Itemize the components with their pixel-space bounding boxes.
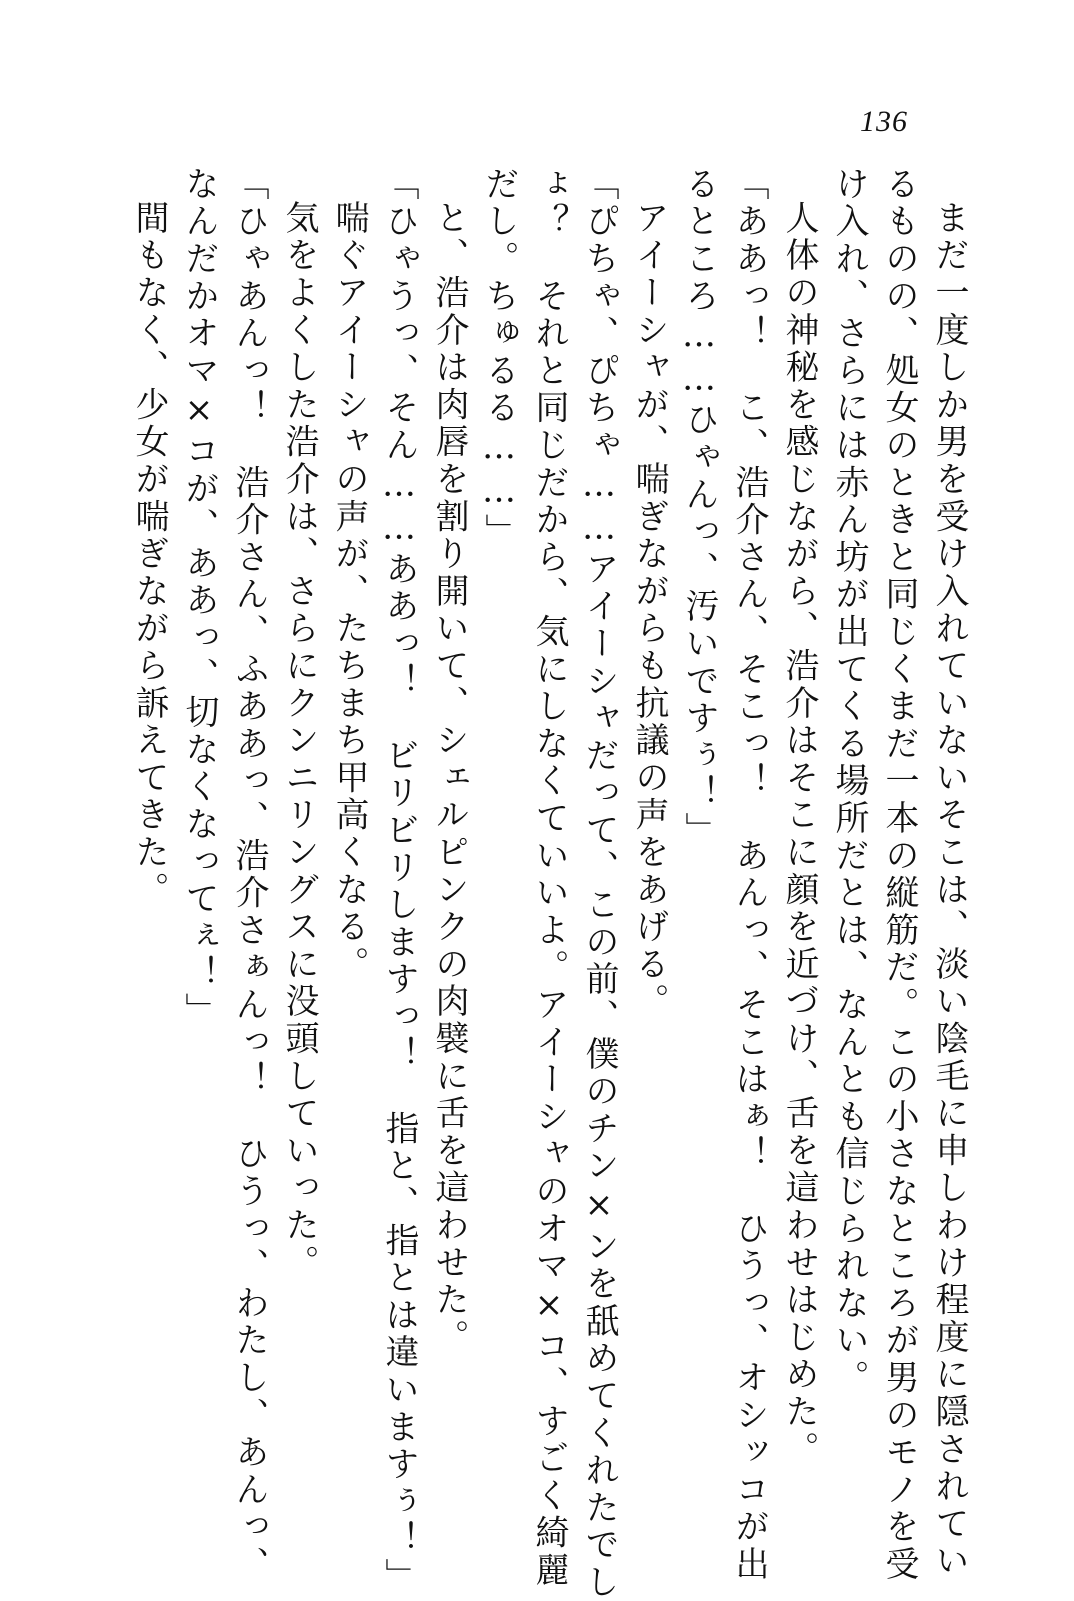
text-line: と、浩介は肉唇を割り開いて、シェルピンクの肉襞に舌を這わせた。	[429, 200, 469, 1357]
text-line: 「ひゃあんっ！ 浩介さん、ふああっ、浩介さぁんっ！ ひうっ、わたし、あんっ、	[229, 166, 269, 1584]
body-text	[124, 166, 974, 1601]
text-line: 「ぴちゃ、ぴちゃ……アイーシャだって、この前、僕のチン×ンを舐めてくれたでし	[579, 166, 619, 1601]
text-line: なんだかオマ×コが、ああっ、切なくなってぇ！」	[179, 166, 219, 1030]
page-number: 136	[860, 105, 908, 138]
text-line: だし。ちゅるる……」	[479, 166, 519, 551]
text-line: 間もなく、少女が喘ぎながら訴えてきた。	[129, 200, 169, 909]
text-line: るものの、処女のときと同じくまだ一本の縦筋だ。この小さなところが男のモノを受	[879, 166, 919, 1584]
text-line: ょ？ それと同じだから、気にしなくていいよ。アイーシャのオマ×コ、すごく綺麗	[529, 166, 569, 1590]
text-line: 人体の神秘を感じながら、浩介はそこに顔を近づけ、舌を這わせはじめた。	[779, 200, 819, 1469]
text-line: け入れ、さらには赤ん坊が出てくる場所だとは、なんとも信じられない。	[829, 166, 869, 1397]
text-line: 「ひゃうっ、そん……ああっ！ ビリビリしますっ！ 指と、指とは違いますぅ！」	[379, 166, 419, 1596]
text-line: 気をよくした浩介は、さらにクンニリングスに没頭していった。	[279, 200, 319, 1282]
text-line: アイーシャが、喘ぎながらも抗議の声をあげる。	[629, 200, 669, 1021]
text-line: 喘ぐアイーシャの声が、たちまち甲高くなる。	[329, 200, 369, 984]
text-line: るところ……ひゃんっ、汚いですぅ！」	[679, 166, 719, 850]
text-line: 「ああっ！ こ、浩介さん、そこっ！ あんっ、そこはぁ！ ひうっ、オシッコが出	[729, 166, 769, 1584]
text-line: まだ一度しか男を受け入れていないそこは、淡い陰毛に申しわけ程度に隠されてい	[929, 200, 969, 1581]
